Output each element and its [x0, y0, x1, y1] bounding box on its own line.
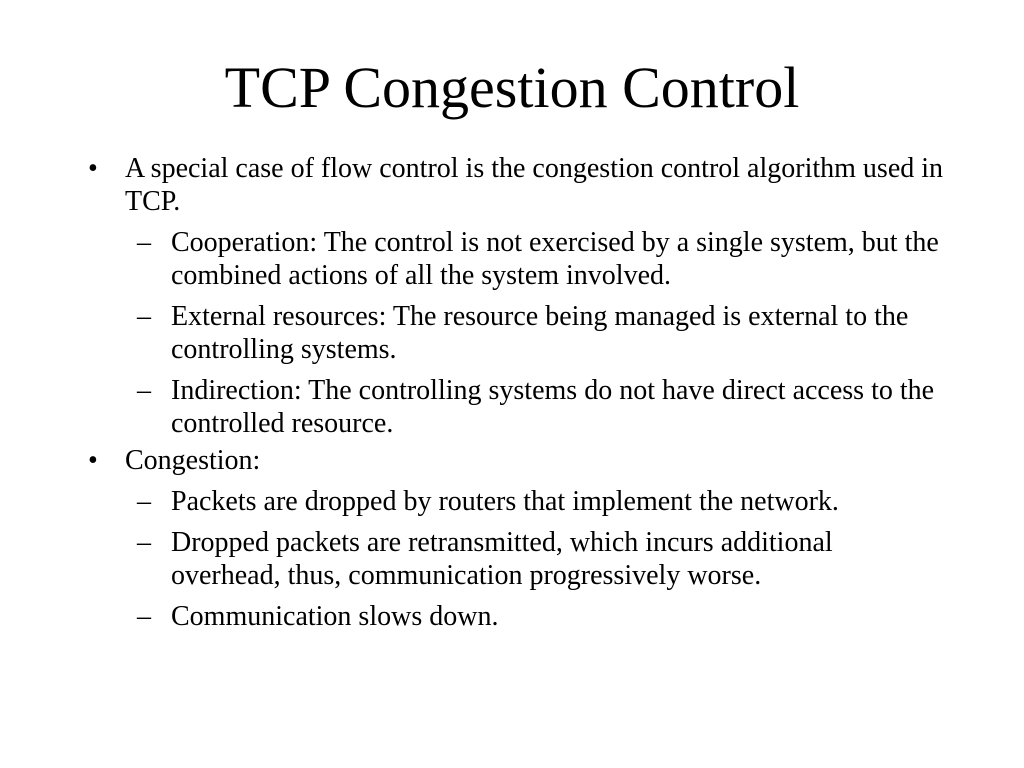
sub-bullet-item [125, 526, 948, 592]
bullet-item [88, 444, 948, 633]
sub-bullet-marker: – [137, 301, 151, 332]
sub-bullet-text: Indirection: The controlling systems do not have direct access to the controlled resource. [171, 375, 935, 439]
bullet-marker: • [88, 153, 98, 184]
sub-bullet-item [125, 300, 948, 366]
bullet-item [88, 152, 948, 440]
sub-bullet-marker: – [137, 527, 151, 558]
bullet-list [88, 152, 948, 633]
sub-bullet-item [125, 600, 948, 633]
sub-bullet-marker: – [137, 601, 151, 632]
sub-bullet-text: Packets are dropped by routers that implement the network. [171, 486, 839, 517]
sub-bullet-item [125, 374, 948, 440]
sub-bullet-item [125, 226, 948, 292]
sub-bullet-marker: – [137, 227, 151, 258]
slide-title: TCP Congestion Control [224, 55, 800, 120]
bullet-text: A special case of flow control is the congestion control algorithm used in TCP. [125, 153, 944, 217]
sub-bullet-marker: – [137, 375, 151, 406]
sub-bullet-text: External resources: The resource being managed is external to the controlling systems. [171, 301, 909, 365]
sub-bullet-text: Communication slows down. [171, 601, 499, 632]
sub-bullet-item [125, 485, 948, 518]
sub-bullet-text: Cooperation: The control is not exercised by a single system, but the combined actions of all the system involved. [171, 227, 939, 291]
sub-bullet-text: Dropped packets are retransmitted, which incurs additional overhead, thus, communication progressively worse. [171, 527, 833, 591]
sub-bullet-marker: – [137, 486, 151, 517]
sub-bullet-list [125, 485, 948, 633]
bullet-marker: • [88, 445, 98, 476]
sub-bullet-list [125, 226, 948, 440]
bullet-text: Congestion: [125, 445, 261, 476]
